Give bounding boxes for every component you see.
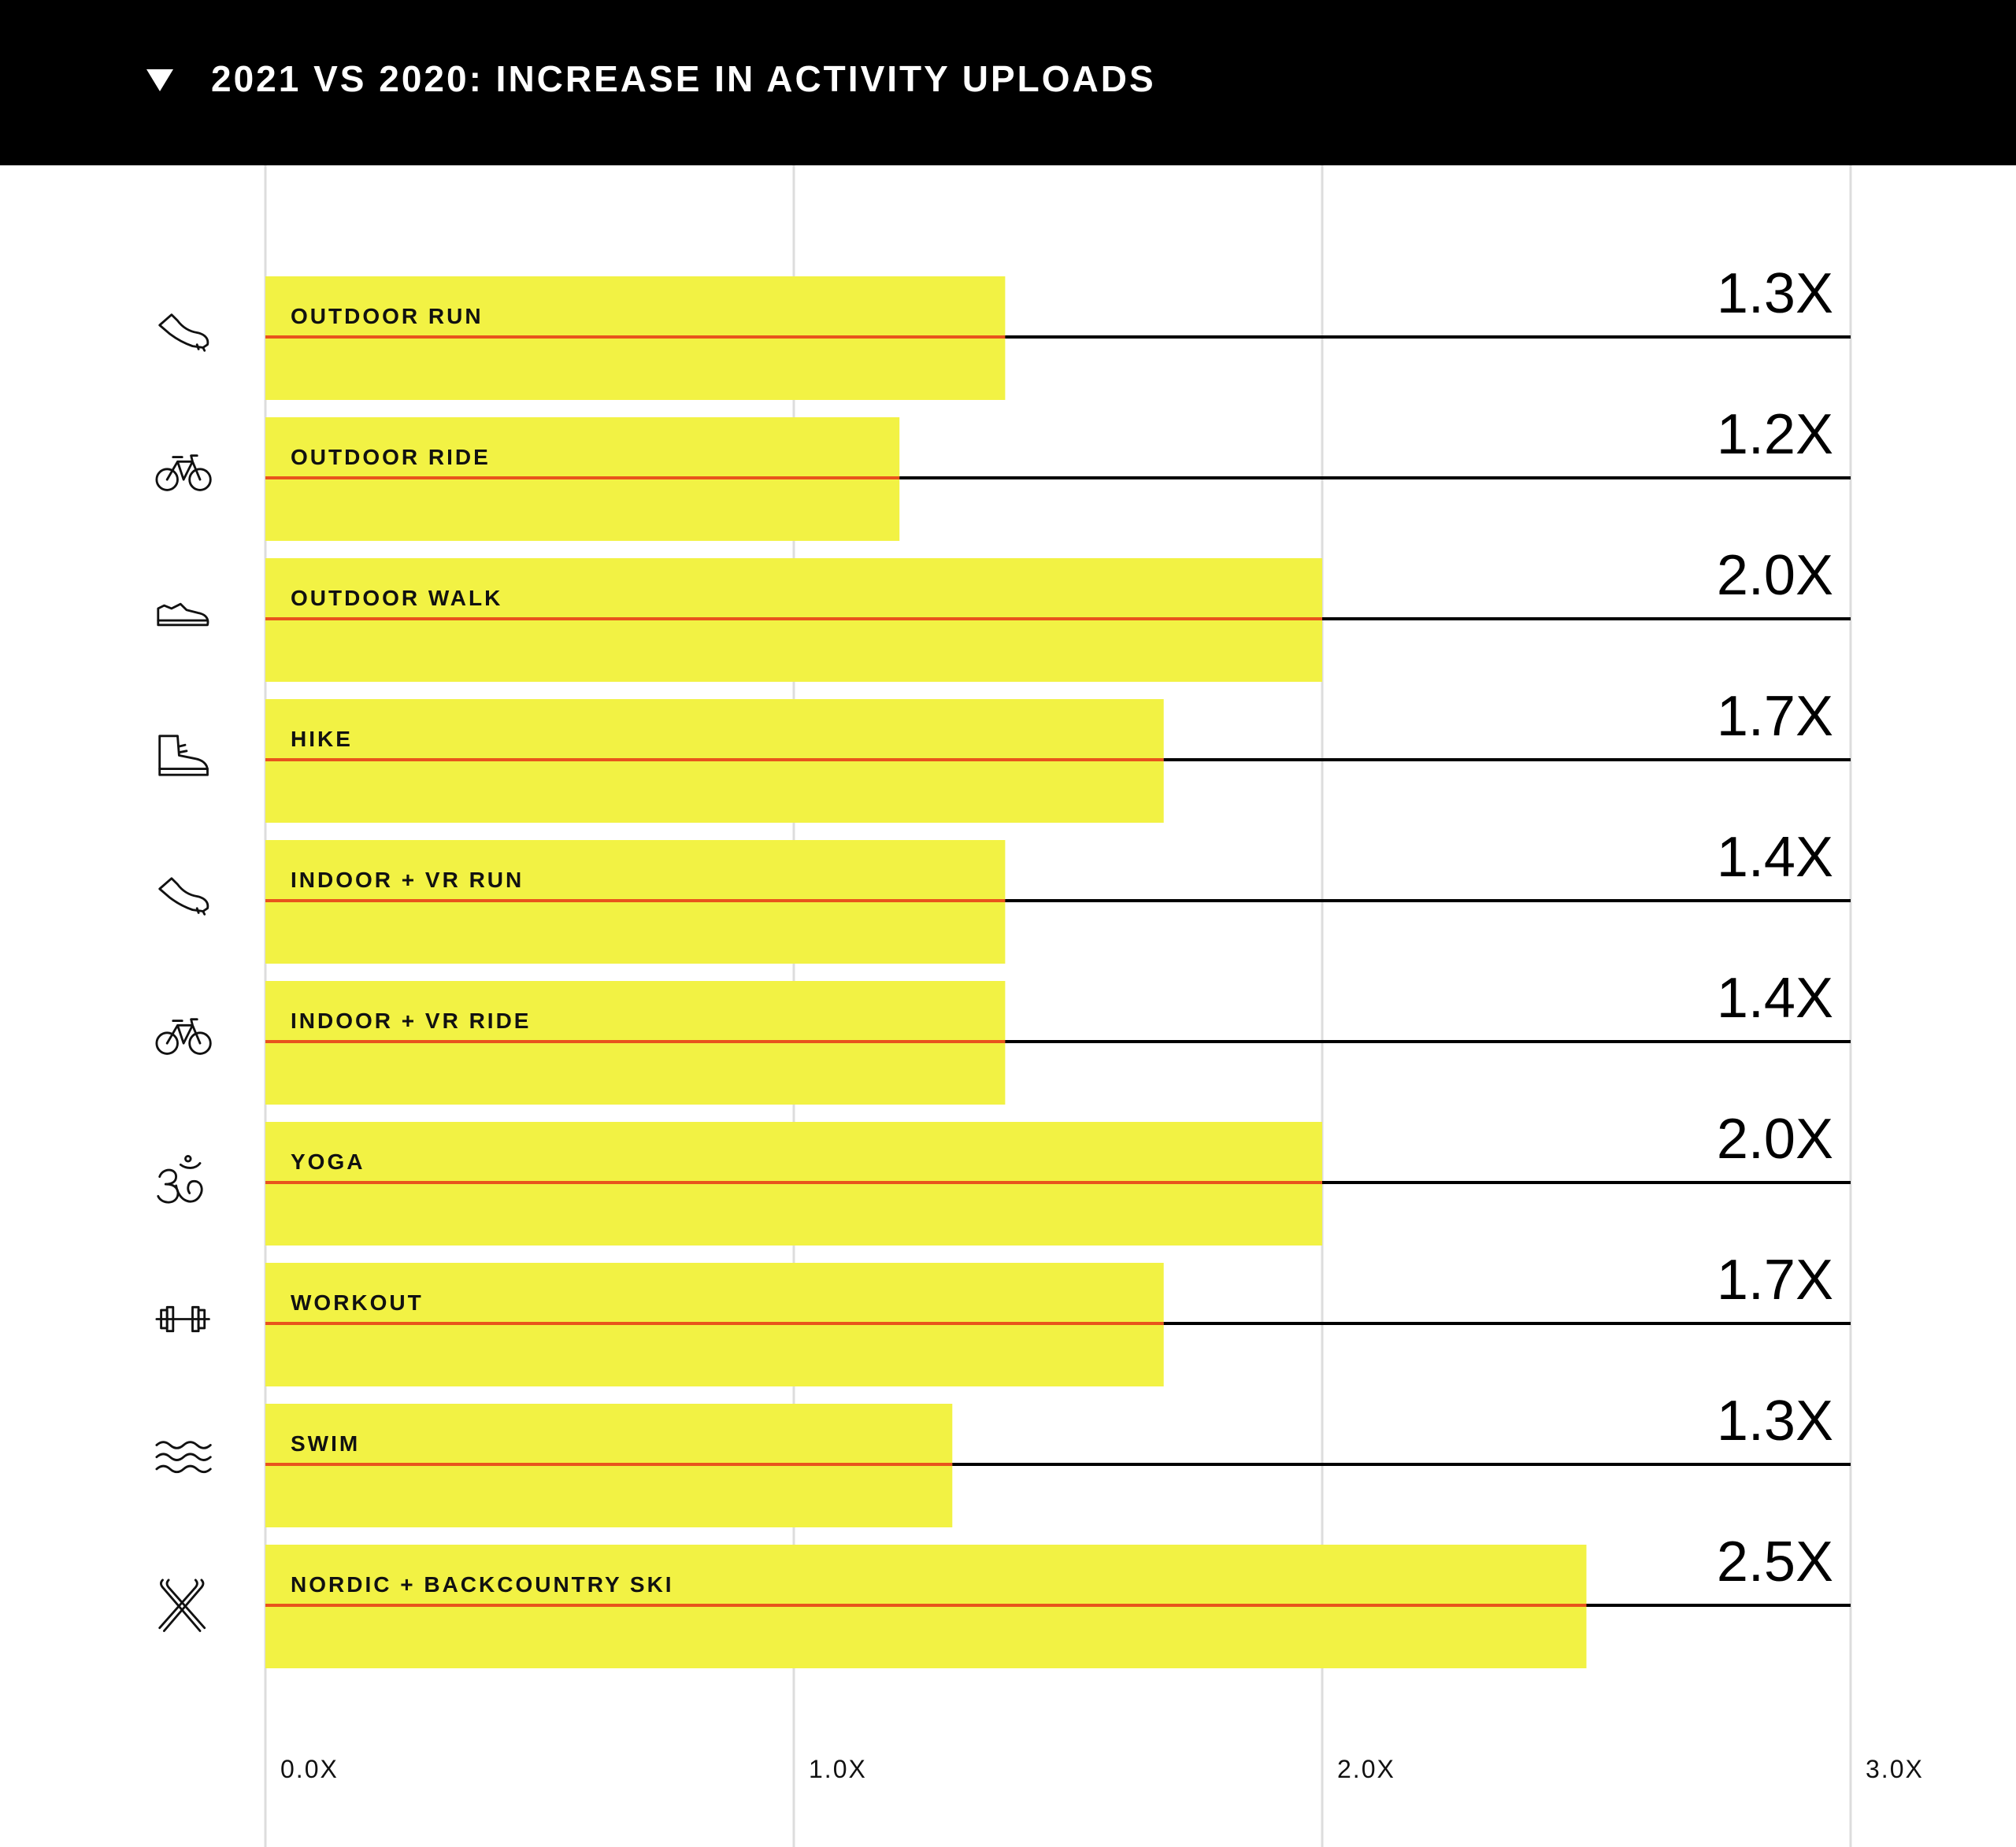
value-label: 1.7X (1716, 1249, 1833, 1312)
crossed-skis-icon (160, 1580, 205, 1631)
x-axis-ticks (280, 1755, 1924, 1783)
bicycle-icon (157, 456, 210, 490)
category-label: OUTDOOR RUN (291, 304, 484, 328)
category-label: NORDIC + BACKCOUNTRY SKI (291, 1572, 674, 1597)
bar-row (265, 1249, 1851, 1386)
running-shoe-icon (160, 879, 208, 915)
value-label: 1.4X (1716, 967, 1833, 1030)
category-label: HIKE (291, 727, 353, 751)
x-tick-label: 0.0X (280, 1755, 339, 1783)
bar-row (265, 1390, 1851, 1527)
x-tick-label: 1.0X (809, 1755, 867, 1783)
bar-row (265, 967, 1851, 1105)
value-label: 1.7X (1716, 685, 1833, 748)
walking-shoe-icon (158, 604, 208, 625)
chart-title: 2021 VS 2020: INCREASE IN ACTIVITY UPLOADS (211, 58, 1156, 99)
value-label: 1.4X (1716, 826, 1833, 889)
value-label: 2.5X (1716, 1531, 1833, 1593)
value-label: 2.0X (1716, 1108, 1833, 1171)
bar-row (265, 685, 1851, 823)
bars-layer (265, 262, 1851, 1668)
category-label: OUTDOOR RIDE (291, 445, 491, 469)
category-label: INDOOR + VR RUN (291, 868, 524, 892)
bar-row (265, 262, 1851, 400)
category-label: INDOOR + VR RIDE (291, 1009, 532, 1033)
category-label: WORKOUT (291, 1290, 424, 1315)
waves-icon (157, 1442, 210, 1472)
om-icon (158, 1156, 202, 1202)
bar-row (265, 1531, 1851, 1668)
dumbbell-icon (157, 1307, 209, 1331)
bar-row (265, 1108, 1851, 1246)
category-label: OUTDOOR WALK (291, 586, 503, 610)
value-label: 1.3X (1716, 262, 1833, 325)
value-label: 1.3X (1716, 1390, 1833, 1453)
bar-row (265, 544, 1851, 682)
hiking-boot-icon (160, 736, 208, 775)
value-label: 1.2X (1716, 403, 1833, 466)
category-label: YOGA (291, 1149, 365, 1174)
x-tick-label: 3.0X (1866, 1755, 1924, 1783)
bar-row (265, 403, 1851, 541)
bicycle-icon (157, 1020, 210, 1054)
value-label: 2.0X (1716, 544, 1833, 607)
icons-layer (157, 315, 210, 1631)
bar-row (265, 826, 1851, 964)
running-shoe-icon (160, 315, 208, 351)
x-tick-label: 2.0X (1337, 1755, 1395, 1783)
category-label: SWIM (291, 1431, 361, 1456)
